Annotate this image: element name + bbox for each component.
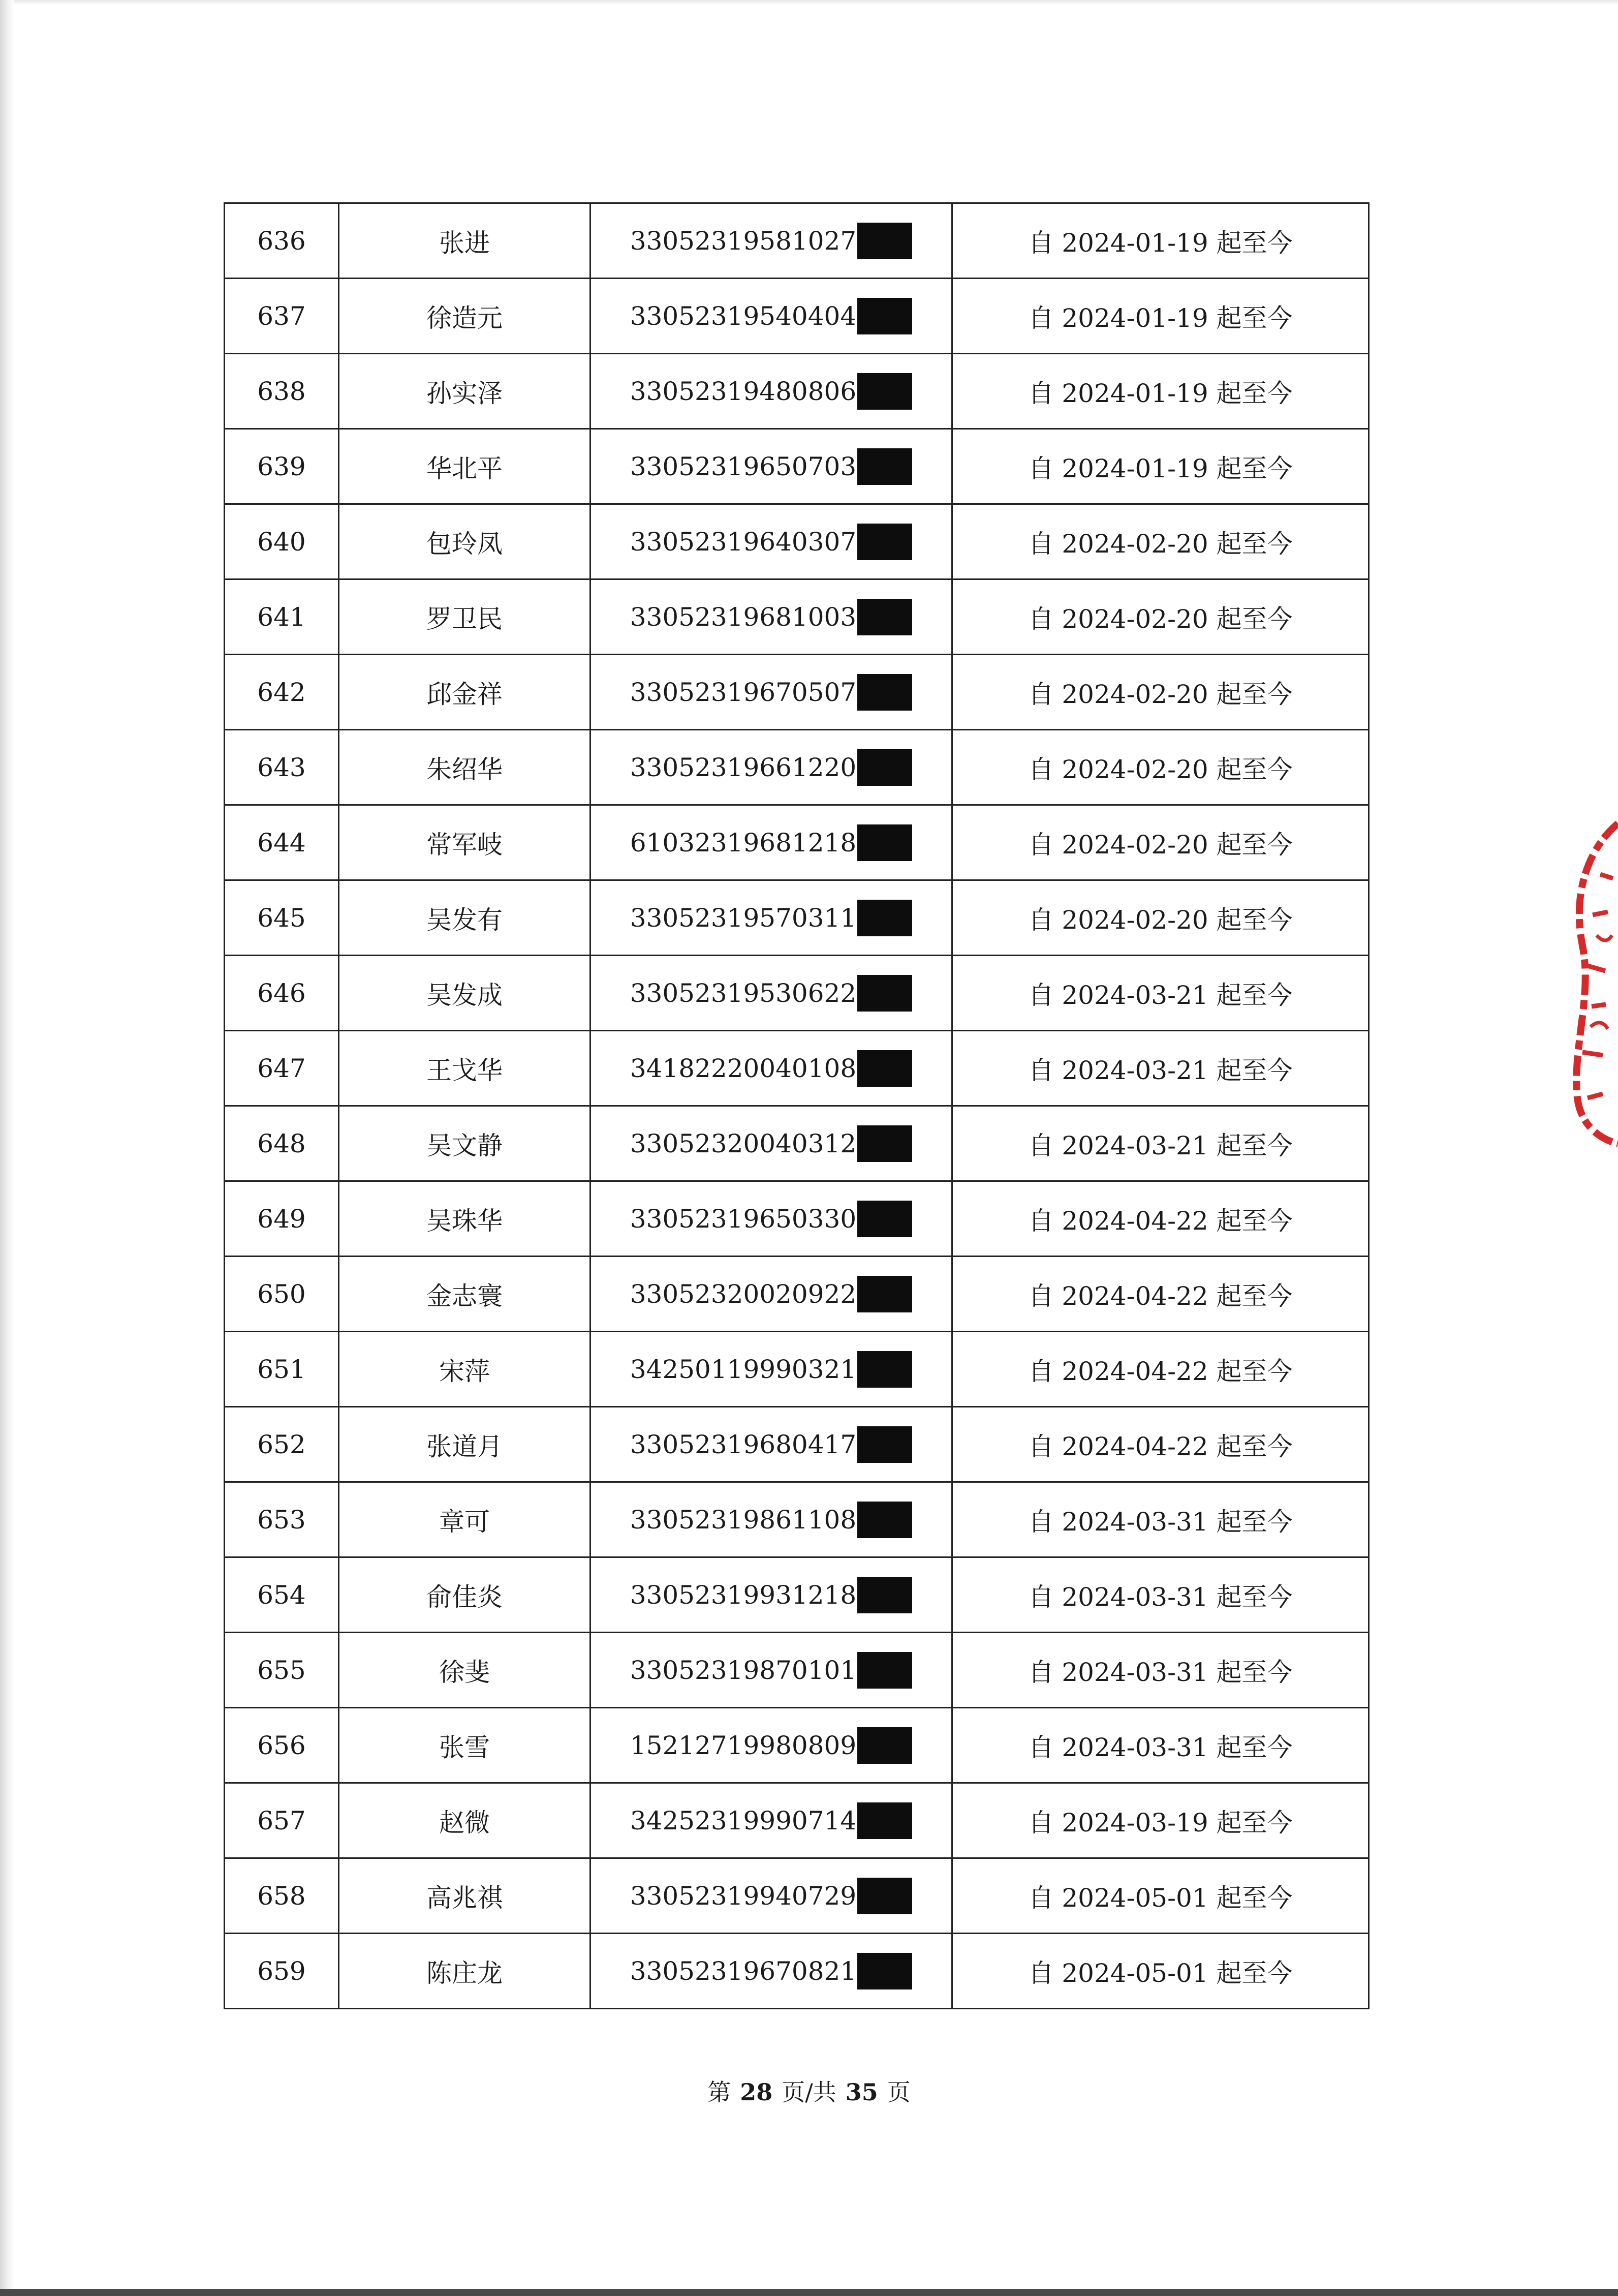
table-row: [225, 730, 1369, 805]
person-name-cell: 陈庄龙: [339, 1934, 590, 2009]
id-number-wrapper: [630, 975, 912, 1012]
person-name-cell: 宋萍: [339, 1332, 590, 1407]
person-name-cell: 章可: [339, 1482, 590, 1557]
row-number-cell: 643: [225, 730, 339, 805]
start-date-cell: 自 2024-04-22 起至今: [952, 1332, 1369, 1407]
person-name-cell: 吴珠华: [339, 1181, 590, 1257]
person-name-cell: 包玲凤: [339, 504, 590, 579]
id-number-cell: [590, 1257, 952, 1332]
row-number-cell: 654: [225, 1557, 339, 1633]
person-name-cell: 罗卫民: [339, 579, 590, 655]
row-number-cell: 641: [225, 579, 339, 655]
person-name-cell: 吴发有: [339, 880, 590, 956]
id-number-prefix: 33052319530622: [630, 978, 857, 1008]
id-number-cell: [590, 203, 952, 279]
id-number-wrapper: [630, 749, 912, 786]
id-number-wrapper: [630, 223, 912, 259]
id-number-wrapper: [630, 599, 912, 635]
redaction-block: [857, 524, 912, 560]
person-name-cell: 赵微: [339, 1783, 590, 1858]
start-date-cell: 自 2024-02-20 起至今: [952, 655, 1369, 730]
scan-bottom-edge: [0, 2289, 1618, 2296]
redaction-block: [857, 223, 912, 259]
redaction-block: [857, 1953, 912, 1989]
row-number-cell: 652: [225, 1407, 339, 1482]
id-number-cell: [590, 579, 952, 655]
start-date-cell: 自 2024-04-22 起至今: [952, 1407, 1369, 1482]
row-number-cell: 647: [225, 1031, 339, 1106]
start-date-cell: 自 2024-03-21 起至今: [952, 1031, 1369, 1106]
id-number-cell: [590, 730, 952, 805]
redaction-block: [857, 1426, 912, 1463]
id-number-wrapper: [630, 1953, 912, 1989]
id-number-prefix: 34182220040108: [630, 1053, 857, 1083]
person-name-cell: 朱绍华: [339, 730, 590, 805]
start-date-cell: 自 2024-01-19 起至今: [952, 354, 1369, 429]
row-number-cell: 656: [225, 1708, 339, 1783]
id-number-cell: [590, 504, 952, 579]
id-number-cell: [590, 1557, 952, 1633]
footer-prefix: 第: [707, 2078, 731, 2106]
id-number-wrapper: [630, 448, 912, 485]
id-number-wrapper: [630, 674, 912, 711]
redaction-block: [857, 1502, 912, 1538]
row-number-cell: 653: [225, 1482, 339, 1557]
id-number-cell: [590, 1106, 952, 1181]
redaction-block: [857, 1351, 912, 1388]
table-row: [225, 1332, 1369, 1407]
start-date-cell: 自 2024-04-22 起至今: [952, 1181, 1369, 1257]
person-name-cell: 吴发成: [339, 956, 590, 1031]
id-number-prefix: 15212719980809: [630, 1730, 857, 1760]
start-date-cell: 自 2024-01-19 起至今: [952, 203, 1369, 279]
id-number-cell: [590, 279, 952, 354]
id-number-cell: [590, 1934, 952, 2009]
start-date-cell: 自 2024-03-31 起至今: [952, 1708, 1369, 1783]
table-row: [225, 805, 1369, 880]
redaction-block: [857, 1727, 912, 1764]
id-number-prefix: 33052319681003: [630, 602, 857, 632]
row-number-cell: 638: [225, 354, 339, 429]
current-page-number: 28: [740, 2078, 773, 2106]
redaction-block: [857, 975, 912, 1012]
redaction-block: [857, 749, 912, 786]
table-row: [225, 429, 1369, 504]
redaction-block: [857, 298, 912, 334]
table-row: [225, 655, 1369, 730]
start-date-cell: 自 2024-03-21 起至今: [952, 956, 1369, 1031]
id-number-cell: [590, 1633, 952, 1708]
id-number-wrapper: [630, 1201, 912, 1237]
person-name-cell: 常军岐: [339, 805, 590, 880]
table-row: [225, 1031, 1369, 1106]
start-date-cell: 自 2024-05-01 起至今: [952, 1934, 1369, 2009]
start-date-cell: 自 2024-05-01 起至今: [952, 1858, 1369, 1934]
id-number-prefix: 33052319480806: [630, 376, 857, 406]
table-row: [225, 504, 1369, 579]
redaction-block: [857, 674, 912, 711]
row-number-cell: 640: [225, 504, 339, 579]
person-name-cell: 徐造元: [339, 279, 590, 354]
redaction-block: [857, 1125, 912, 1162]
roster-table-body: [225, 203, 1369, 2009]
person-name-cell: 张道月: [339, 1407, 590, 1482]
id-number-wrapper: [630, 824, 912, 861]
id-number-wrapper: [630, 1577, 912, 1613]
id-number-prefix: 33052319670821: [630, 1956, 857, 1986]
table-row: [225, 956, 1369, 1031]
start-date-cell: 自 2024-03-31 起至今: [952, 1482, 1369, 1557]
id-number-prefix: 33052319570311: [630, 903, 857, 933]
id-number-cell: [590, 1407, 952, 1482]
id-number-cell: [590, 354, 952, 429]
id-number-cell: [590, 1332, 952, 1407]
person-name-cell: 金志寰: [339, 1257, 590, 1332]
table-row: [225, 354, 1369, 429]
person-name-cell: 张雪: [339, 1708, 590, 1783]
id-number-prefix: 33052319861108: [630, 1505, 857, 1535]
total-pages-number: 35: [845, 2078, 878, 2106]
redaction-block: [857, 1802, 912, 1839]
row-number-cell: 655: [225, 1633, 339, 1708]
row-number-cell: 646: [225, 956, 339, 1031]
table-row: [225, 1407, 1369, 1482]
row-number-cell: 637: [225, 279, 339, 354]
id-number-cell: [590, 805, 952, 880]
id-number-cell: [590, 1482, 952, 1557]
table-row: [225, 1557, 1369, 1633]
table-row: [225, 579, 1369, 655]
id-number-prefix: 33052319870101: [630, 1655, 857, 1685]
id-number-prefix: 33052319680417: [630, 1429, 857, 1459]
id-number-wrapper: [630, 1050, 912, 1087]
id-number-cell: [590, 1031, 952, 1106]
id-number-cell: [590, 1783, 952, 1858]
redaction-block: [857, 900, 912, 936]
id-number-prefix: 33052319581027: [630, 226, 857, 256]
id-number-prefix: 33052319661220: [630, 752, 857, 782]
row-number-cell: 648: [225, 1106, 339, 1181]
person-name-cell: 王戈华: [339, 1031, 590, 1106]
person-name-cell: 俞佳炎: [339, 1557, 590, 1633]
row-number-cell: 657: [225, 1783, 339, 1858]
person-name-cell: 华北平: [339, 429, 590, 504]
redaction-block: [857, 373, 912, 410]
id-number-wrapper: [630, 900, 912, 936]
row-number-cell: 645: [225, 880, 339, 956]
id-number-wrapper: [630, 1351, 912, 1388]
redaction-block: [857, 1878, 912, 1914]
start-date-cell: 自 2024-01-19 起至今: [952, 279, 1369, 354]
start-date-cell: 自 2024-03-31 起至今: [952, 1557, 1369, 1633]
id-number-cell: [590, 429, 952, 504]
table-row: [225, 279, 1369, 354]
id-number-prefix: 33052319650330: [630, 1204, 857, 1234]
start-date-cell: 自 2024-03-31 起至今: [952, 1633, 1369, 1708]
id-number-prefix: 33052319940729: [630, 1881, 857, 1911]
id-number-wrapper: [630, 373, 912, 410]
id-number-prefix: 34252319990714: [630, 1805, 857, 1835]
id-number-wrapper: [630, 1878, 912, 1914]
table-row: [225, 1858, 1369, 1934]
id-number-prefix: 34250119990321: [630, 1354, 857, 1384]
id-number-cell: [590, 956, 952, 1031]
id-number-prefix: 33052319640307: [630, 527, 857, 557]
row-number-cell: 644: [225, 805, 339, 880]
redaction-block: [857, 1577, 912, 1613]
scan-left-edge: [0, 0, 14, 2296]
id-number-wrapper: [630, 298, 912, 334]
id-number-prefix: 33052320020922: [630, 1279, 857, 1309]
person-name-cell: 徐斐: [339, 1633, 590, 1708]
start-date-cell: 自 2024-02-20 起至今: [952, 730, 1369, 805]
table-row: [225, 1482, 1369, 1557]
row-number-cell: 636: [225, 203, 339, 279]
id-number-cell: [590, 880, 952, 956]
row-number-cell: 659: [225, 1934, 339, 2009]
redaction-block: [857, 824, 912, 861]
row-number-cell: 658: [225, 1858, 339, 1934]
person-name-cell: 孙实泽: [339, 354, 590, 429]
table-row: [225, 1783, 1369, 1858]
table-row: [225, 1934, 1369, 2009]
table-row: [225, 203, 1369, 279]
scan-top-edge: [0, 0, 1618, 5]
start-date-cell: 自 2024-03-19 起至今: [952, 1783, 1369, 1858]
id-number-wrapper: [630, 1125, 912, 1162]
page-footer: [0, 2074, 1618, 2107]
id-number-prefix: 33052320040312: [630, 1128, 857, 1158]
table-row: [225, 1633, 1369, 1708]
redaction-block: [857, 1276, 912, 1312]
id-number-cell: [590, 655, 952, 730]
table-row: [225, 1708, 1369, 1783]
redaction-block: [857, 599, 912, 635]
redaction-block: [857, 1050, 912, 1087]
person-name-cell: 邱金祥: [339, 655, 590, 730]
start-date-cell: 自 2024-03-21 起至今: [952, 1106, 1369, 1181]
start-date-cell: 自 2024-02-20 起至今: [952, 504, 1369, 579]
id-number-wrapper: [630, 1276, 912, 1312]
table-row: [225, 1257, 1369, 1332]
person-name-cell: 张进: [339, 203, 590, 279]
id-number-prefix: 33052319670507: [630, 677, 857, 707]
id-number-cell: [590, 1181, 952, 1257]
id-number-prefix: 33052319650703: [630, 451, 857, 481]
row-number-cell: 639: [225, 429, 339, 504]
row-number-cell: 649: [225, 1181, 339, 1257]
id-number-cell: [590, 1858, 952, 1934]
start-date-cell: 自 2024-01-19 起至今: [952, 429, 1369, 504]
row-number-cell: 651: [225, 1332, 339, 1407]
redaction-block: [857, 448, 912, 485]
id-number-wrapper: [630, 1426, 912, 1463]
id-number-cell: [590, 1708, 952, 1783]
id-number-wrapper: [630, 1802, 912, 1839]
footer-middle: 页/共: [782, 2078, 836, 2106]
start-date-cell: 自 2024-04-22 起至今: [952, 1257, 1369, 1332]
table-row: [225, 1106, 1369, 1181]
red-seal-stamp-icon: [1552, 813, 1618, 1149]
start-date-cell: 自 2024-02-20 起至今: [952, 805, 1369, 880]
start-date-cell: 自 2024-02-20 起至今: [952, 579, 1369, 655]
id-number-wrapper: [630, 1502, 912, 1538]
id-number-wrapper: [630, 524, 912, 560]
id-number-prefix: 33052319540404: [630, 301, 857, 331]
table-row: [225, 1181, 1369, 1257]
id-number-wrapper: [630, 1727, 912, 1764]
redaction-block: [857, 1201, 912, 1237]
id-number-wrapper: [630, 1652, 912, 1689]
table-row: [225, 880, 1369, 956]
id-number-prefix: 33052319931218: [630, 1580, 857, 1610]
roster-table: [224, 202, 1370, 2009]
person-name-cell: 吴文静: [339, 1106, 590, 1181]
start-date-cell: 自 2024-02-20 起至今: [952, 880, 1369, 956]
row-number-cell: 650: [225, 1257, 339, 1332]
person-name-cell: 高兆祺: [339, 1858, 590, 1934]
footer-suffix: 页: [887, 2078, 911, 2106]
row-number-cell: 642: [225, 655, 339, 730]
id-number-prefix: 61032319681218: [630, 828, 857, 858]
redaction-block: [857, 1652, 912, 1689]
